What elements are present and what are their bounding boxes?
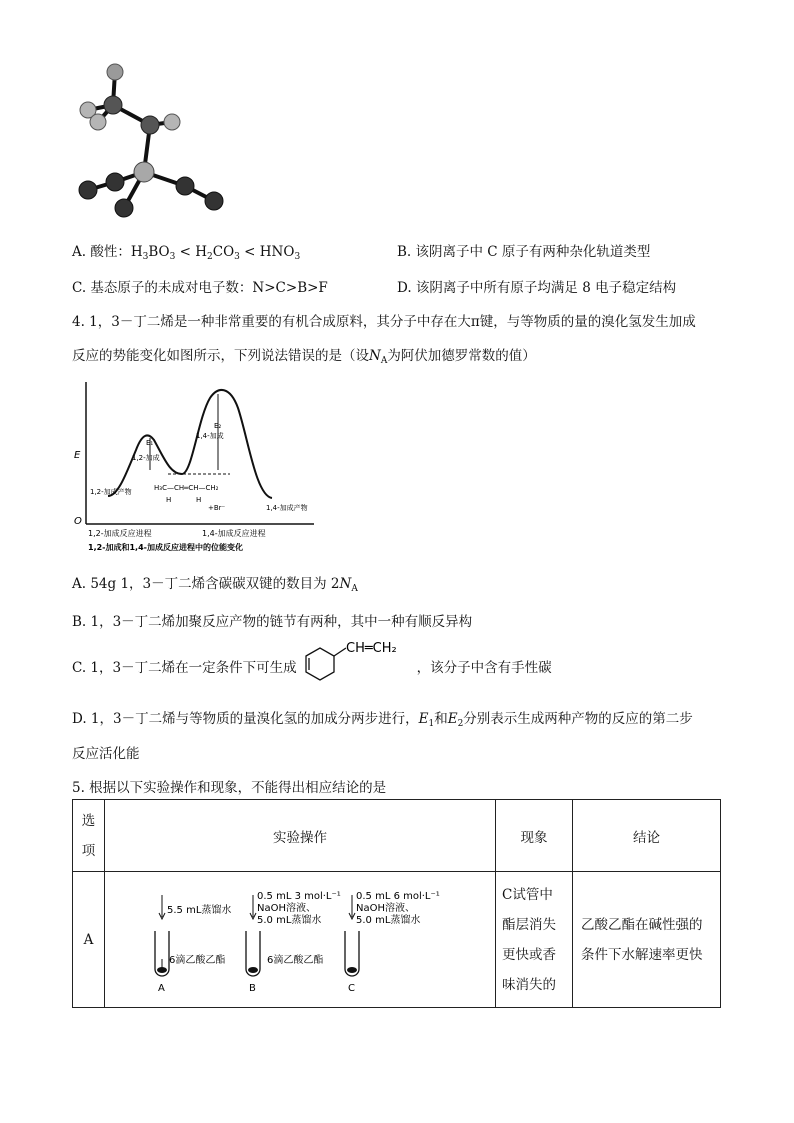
origin-label: O [74,516,82,527]
cyclohexene-structure [296,636,426,692]
atom-fluorine [115,199,133,217]
product-12-label: 1,2-加成产物 [90,488,132,496]
tube-c-reagent-1: 0.5 mL 6 mol·L⁻¹ [356,890,440,902]
q3-option-c: C. 基态原子的未成对电子数：N>C>B>F [72,280,328,296]
atom-carbon [141,116,159,134]
q4-stem-line1: 4. 1，3－丁二烯是一种非常重要的有机合成原料，其分子中存在大π键，与等物质的量的溴化氢发生加成 [72,314,696,330]
row-conclusion: 乙酸乙酯在碱性强的条件下水解速率更快 [573,872,721,1008]
q4-option-d-line2: 反应活化能 [72,746,140,762]
e2-label: E₂ [214,422,222,430]
tube-a-reagent: 5.5 mL蒸馏水 [167,904,232,916]
tube-b-ester: 6滴乙酸乙酯 [267,954,324,966]
atom-hydrogen [90,114,106,130]
atom-fluorine [106,173,124,191]
product-14-label: 1,4-加成产物 [266,504,308,512]
y-axis-label: E [74,450,81,461]
tube-a-ester: 6滴乙酸乙酯 [169,954,226,966]
tube-c-reagent-3: 5.0 mL蒸馏水 [356,914,421,926]
q3-option-b: B. 该阴离子中 C 原子有两种杂化轨道类型 [397,244,651,260]
atom-boron [134,162,154,182]
figure-caption: 1,2-加成和1,4-加成反应进程中的位能变化 [88,543,243,552]
header-operation: 实验操作 [105,800,496,872]
header-phenomenon: 现象 [496,800,573,872]
molecule-model [70,58,240,228]
atom-hydrogen [107,64,123,80]
q4-option-d-line1: D. 1，3－丁二烯与等物质的量溴化氢的加成分两步进行，$E_1$和$E_2$分别表示生成两种产物的反应的第二步 [72,711,693,729]
q4-option-b: B. 1，3－丁二烯加聚反应产物的链节有两种，其中一种有顺反异构 [72,614,473,630]
atom-fluorine [176,177,194,195]
tube-b-reagent-3: 5.0 mL蒸馏水 [257,914,322,926]
axis-14-label: 1,4-加成反应进程 [202,529,266,538]
q4-option-c: C. 1，3－丁二烯在一定条件下可生成 ，该分子中含有手性碳 [72,660,552,676]
vinyl-group-label: CH═CH₂ [346,641,397,656]
tube-c-label: C [348,982,355,994]
q4-option-a: A. 54g 1，3－丁二烯含碳碳双键的数目为 $2N_A$ [72,576,358,594]
h-left-label: H [166,496,172,504]
row-phenomenon: C试管中酯层消失更快或香味消失的 [496,872,573,1008]
atom-hydrogen [164,114,180,130]
label-12-addition: 1,2-加成 [132,454,160,462]
atom-carbon [104,96,122,114]
atom-fluorine [79,181,97,199]
table-row [73,872,721,1008]
acid-formula: $H_3BO_3 < H_2CO_3 < HNO_3$ [130,244,301,262]
tube-b-reagent-1: 0.5 mL 3 mol·L⁻¹ [257,890,341,902]
header-conclusion: 结论 [573,800,721,872]
atom-fluorine [205,192,223,210]
q3-option-a: A. 酸性：$H_3BO_3 < H_2CO_3 < HNO_3$ [72,244,301,262]
tube-a-label: A [158,982,165,994]
e1-label: E₁ [146,439,154,447]
label-14-addition: 1,4-加成 [196,432,224,440]
bromide-label: +Br⁻ [208,504,226,512]
q5-stem: 5. 根据以下实验操作和现象，不能得出相应结论的是 [72,780,387,796]
tube-b-label: B [249,982,256,994]
test-tubes-figure [105,873,495,1007]
tube-c-reagent-2: NaOH溶液、 [356,902,415,914]
tube-b-reagent-2: NaOH溶液、 [257,902,316,914]
row-option: A [73,872,105,1008]
table-header-row [73,800,721,872]
energy-curve [108,390,272,498]
row-operation [105,872,496,1008]
intermediate-label: H₃C—CH═CH—CH₂ [154,484,219,492]
energy-diagram [70,378,330,556]
header-option: 选项 [73,800,105,872]
q3-option-d: D. 该阴离子中所有原子均满足 8 电子稳定结构 [397,280,677,296]
h-right-label: H [196,496,202,504]
experiment-table [72,799,721,1008]
axis-12-label: 1,2-加成反应进程 [88,529,152,538]
q4-stem-line2: 反应的势能变化如图所示，下列说法错误的是（设$N_A$为阿伏加德罗常数的值） [72,348,536,366]
